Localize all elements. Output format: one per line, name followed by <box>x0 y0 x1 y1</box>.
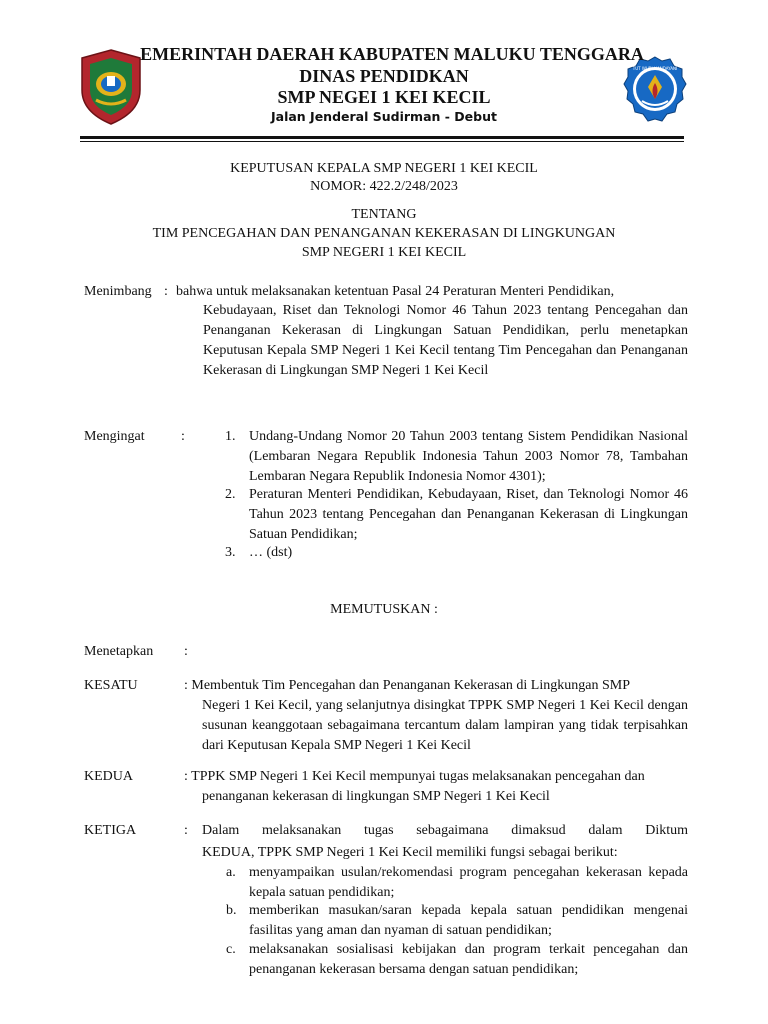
menetapkan-label: Menetapkan <box>84 644 154 659</box>
menimbang-body: Kebudayaan, Riset dan Teknologi Nomor 46 Tahun 2023 tentang Pencegahan dan Penanganan Kekerasan di Lingkungan Satuan Pendidikan, perlu menetapkan Keputusan Kepala SMP Negeri 1 Kei Kecil tentang Tim Pencegahan dan Penanganan Kekerasan di Lingkungan SMP Negeri 1 Kei Kecil <box>203 303 688 378</box>
decree-subject-line-1: TIM PENCEGAHAN DAN PENANGANAN KEKERASAN DI LINGKUNGAN <box>152 226 616 241</box>
kedua-label: KEDUA <box>84 769 133 784</box>
decree-subject-line-2: SMP NEGERI 1 KEI KECIL <box>301 245 467 260</box>
mengingat-item-3-number: 3. <box>225 545 236 560</box>
letterhead-rule-thin <box>80 141 684 142</box>
ketiga-item-a-text: menyampaikan usulan/rekomendasi program pencegahan kekerasan kepada kepala satuan pendidikan; <box>249 865 688 900</box>
menetapkan-colon: : <box>184 644 188 659</box>
kedua-body: penanganan kekerasan di lingkungan SMP Negeri 1 Kei Kecil <box>202 789 550 804</box>
menimbang-label: Menimbang <box>84 284 152 299</box>
ketiga-first-line: Dalam melaksanakan tugas sebagaimana dimaksud dalam Diktum <box>202 823 688 838</box>
ketiga-item-c-text: melaksanakan sosialisasi kebijakan dan program terkait pencegahan dan penanganan kekerasan bersama dengan satuan pendidikan; <box>249 942 688 977</box>
mengingat-label: Mengingat <box>84 429 145 444</box>
ketiga-label: KETIGA <box>84 823 137 838</box>
mengingat-item-1-text: Undang-Undang Nomor 20 Tahun 2003 tentang Sistem Pendidikan Nasional (Lembaran Negara Republik Indonesia Tahun 2003 Nomor 78, Tambahan Lembaran Negara Republik Indonesia Nomor 4301); <box>249 429 688 484</box>
mengingat-item-2-text: Peraturan Menteri Pendidikan, Kebudayaan, Riset, dan Teknologi Nomor 46 Tahun 2023 tentang Pencegahan dan Penanganan Kekerasan di Lingkungan Satuan Pendidikan; <box>249 487 688 542</box>
kedua-first-line: : TPPK SMP Negeri 1 Kei Kecil mempunyai tugas melaksanakan pencegahan dan <box>184 769 645 784</box>
menimbang-colon: : <box>164 284 168 299</box>
ketiga-second-line: KEDUA, TPPK SMP Negeri 1 Kei Kecil memiliki fungsi sebagai berikut: <box>202 845 618 860</box>
letterhead-line-2: DINAS PENDIDKAN <box>299 66 469 86</box>
mengingat-item-1-number: 1. <box>225 429 236 444</box>
decree-title: KEPUTUSAN KEPALA SMP NEGERI 1 KEI KECIL <box>230 161 538 176</box>
ketiga-item-c-letter: c. <box>226 942 236 957</box>
ketiga-item-b-text: memberikan masukan/saran kepada kepala satuan pendidikan mengenai fasilitas yang aman dan nyaman di satuan pendidikan; <box>249 903 688 938</box>
letterhead-line-3: SMP NEGEI 1 KEI KECIL <box>277 87 491 107</box>
kesatu-label: KESATU <box>84 678 138 693</box>
decree-about: TENTANG <box>351 207 417 222</box>
ketiga-item-a-letter: a. <box>226 865 236 880</box>
kesatu-first-line: : Membentuk Tim Pencegahan dan Penanganan Kekerasan di Lingkungan SMP <box>184 678 630 693</box>
kesatu-body: Negeri 1 Kei Kecil, yang selanjutnya disingkat TPPK SMP Negeri 1 Kei Kecil dengan susunan keanggotaan sebagaimana tercantum dalam lampiran yang tidak terpisahkan dari Keputusan Kepala SMP Negeri 1 Kei Kecil <box>202 698 688 753</box>
mengingat-item-2-number: 2. <box>225 487 236 502</box>
menimbang-first-line: bahwa untuk melaksanakan ketentuan Pasal 24 Peraturan Menteri Pendidikan, <box>176 284 615 299</box>
ketiga-item-b-letter: b. <box>226 903 237 918</box>
letterhead-line-1: EMERINTAH DAERAH KABUPATEN MALUKU TENGGARA <box>140 44 644 64</box>
decree-number: NOMOR: 422.2/248/2023 <box>310 179 458 194</box>
mengingat-item-3-text: … (dst) <box>249 545 293 560</box>
tut-wuri-motto: TUT WURI HANDAYANI <box>632 66 678 71</box>
letterhead-rule-thick <box>80 136 684 139</box>
ketiga-colon: : <box>184 823 188 838</box>
mengingat-colon: : <box>181 429 185 444</box>
memutuskan-heading: MEMUTUSKAN : <box>330 602 438 617</box>
letterhead-address: Jalan Jenderal Sudirman - Debut <box>271 109 497 124</box>
